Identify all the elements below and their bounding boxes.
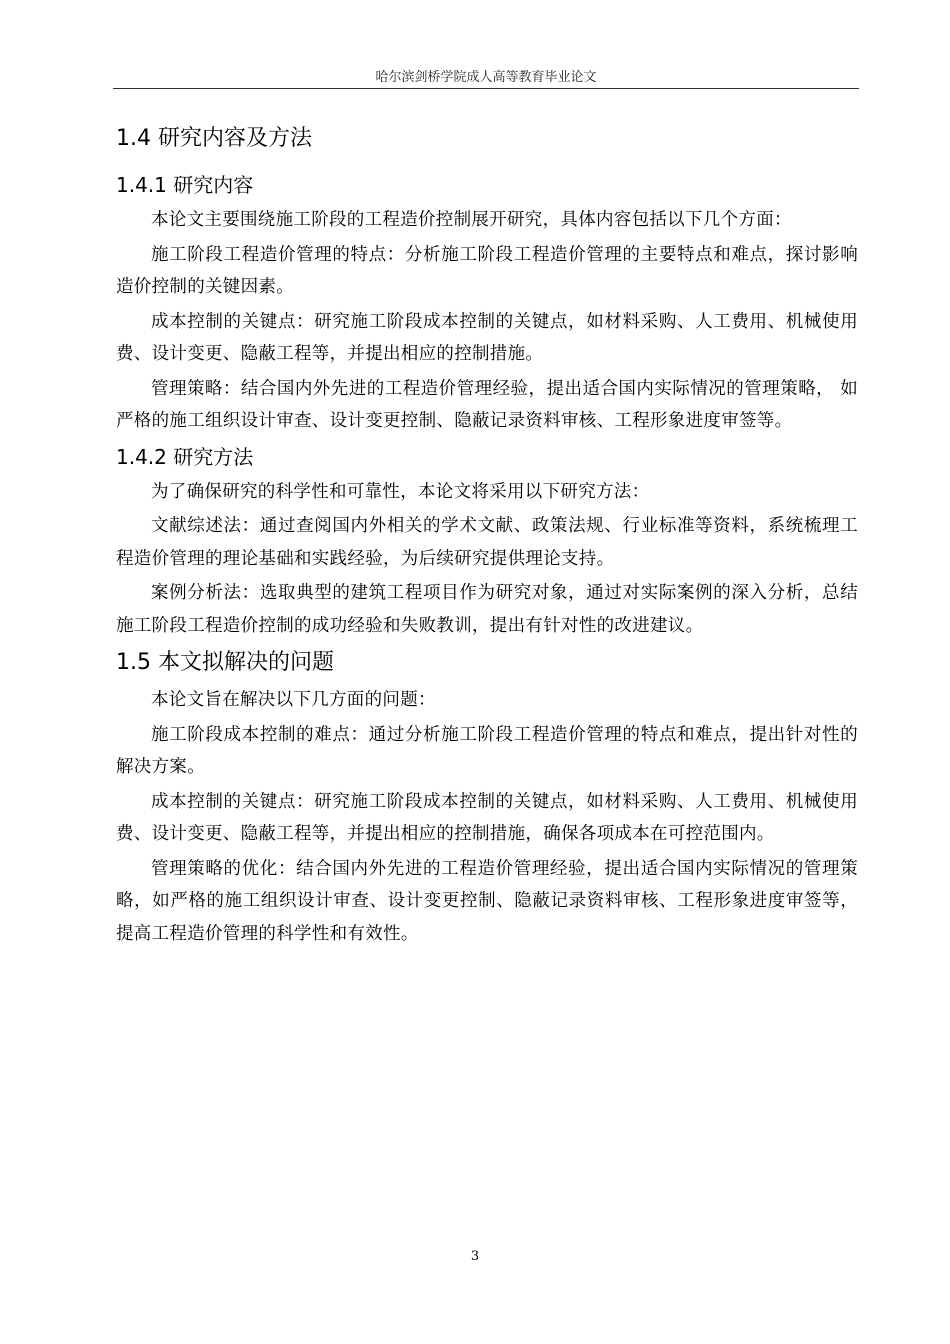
section-heading-1-4: 1.4 研究内容及方法 [116,126,312,151]
paragraph: 案例分析法：选取典型的建筑工程项目作为研究对象，通过对实际案例的深入分析，总结施工阶段工程造价控制的成功经验和失败教训，提出有针对性的改进建议。 [116,583,858,636]
running-header: 哈尔滨剑桥学院成人高等教育毕业论文 [375,70,597,85]
paragraph: 文献综述法：通过查阅国内外相关的学术文献、政策法规、行业标准等资料，系统梳理工程造价管理的理论基础和实践经验，为后续研究提供理论支持。 [116,516,858,569]
header-rule [113,88,859,89]
paragraph: 为了确保研究的科学性和可靠性，本论文将采用以下研究方法： [151,481,650,502]
paragraph: 施工阶段成本控制的难点：通过分析施工阶段工程造价管理的特点和难点，提出针对性的解决方案。 [116,724,858,777]
section-heading-1-4-2: 1.4.2 研究方法 [116,444,254,469]
paragraph: 成本控制的关键点：研究施工阶段成本控制的关键点，如材料采购、人工费用、机械使用费、设计变更、隐蔽工程等，并提出相应的控制措施，确保各项成本在可控范围内。 [116,791,858,844]
paragraph: 管理策略的优化：结合国内外先进的工程造价管理经验，提出适合国内实际情况的管理策略，如严格的施工组织设计审查、设计变更控制、隐蔽记录资料审核、工程形象进度审签等，提高工程造价管理的科学性和有效性。 [116,858,858,944]
paragraph: 施工阶段工程造价管理的特点：分析施工阶段工程造价管理的主要特点和难点，探讨影响造价控制的关键因素。 [116,244,858,297]
paragraph: 本论文旨在解决以下几方面的问题： [151,690,436,710]
page-body [116,120,858,952]
paragraph: 管理策略：结合国内外先进的工程造价管理经验，提出适合国内实际情况的管理策略， 如严格的施工组织设计审查、设计变更控制、隐蔽记录资料审核、工程形象进度审签等。 [116,378,858,431]
page-number: 3 [470,1249,480,1264]
section-heading-1-4-1: 1.4.1 研究内容 [116,173,254,197]
section-heading-1-5: 1.5 本文拟解决的问题 [116,650,334,675]
paragraph: 本论文主要围绕施工阶段的工程造价控制展开研究，具体内容包括以下几个方面： [151,210,792,230]
paragraph: 成本控制的关键点：研究施工阶段成本控制的关键点，如材料采购、人工费用、机械使用费、设计变更、隐蔽工程等，并提出相应的控制措施。 [116,311,858,364]
